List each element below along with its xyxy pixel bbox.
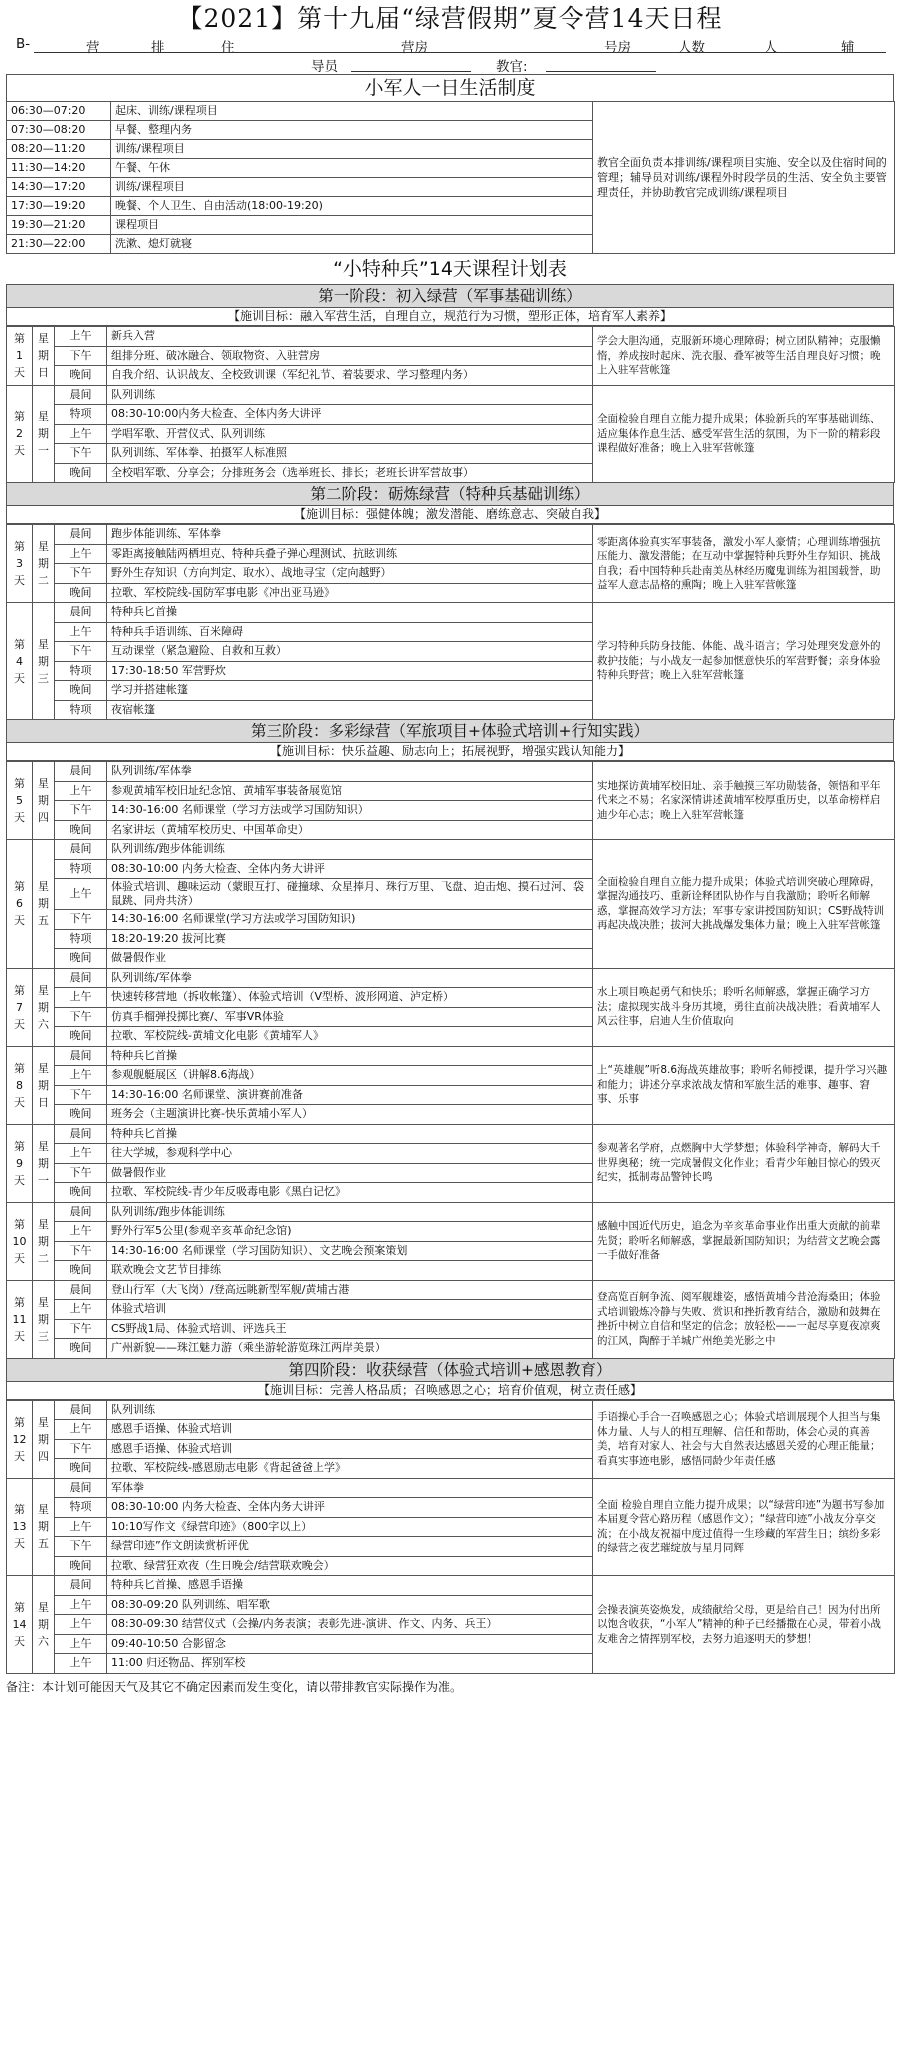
course-content: 学习并搭建帐篷 [107, 681, 593, 701]
time-slot: 晨间 [55, 525, 107, 545]
day-label [7, 603, 33, 720]
weekday-label [33, 1124, 55, 1202]
time-slot: 上午 [55, 1654, 107, 1674]
daily-time: 11:30—14:20 [7, 159, 111, 178]
course-content: 学唱军歌、开营仪式、队列训练 [107, 424, 593, 444]
time-slot: 上午 [55, 622, 107, 642]
time-slot: 特项 [55, 1498, 107, 1518]
day-goal-remark: 会操表演英姿焕发，成绩献给父母，更是给自己！因为付出所以饱含收获，“小军人”精神的种子已经播撒在心灵，带着小战友难舍之情挥别军校，去努力追逐明天的梦想！ [593, 1576, 895, 1674]
course-content: 联欢晚会文艺节目排练 [107, 1261, 593, 1281]
course-content: 队列训练 [107, 385, 593, 405]
course-row [7, 1400, 895, 1420]
course-content: 参观舰艇展区（讲解8.6海战） [107, 1066, 593, 1086]
time-slot: 晚间 [55, 949, 107, 969]
time-slot: 晨间 [55, 1046, 107, 1066]
day-goal-remark: 零距离体验真实军事装备，激发小军人豪情；心理训练增强抗压能力、激发潜能；在互动中掌握特种兵野外生存知识、挑战自我；看中国特种兵赴南美丛林经历魔鬼训练为祖国载誉，助益军人意志品格的熏陶；晚上入驻军营帐篷 [593, 525, 895, 603]
time-slot: 下午 [55, 1241, 107, 1261]
day-goal-remark: 学会大胆沟通，克服新环境心理障碍；树立团队精神；克服懒惰，养成按时起床、洗衣服、叠军被等生活自理良好习惯；晚上入驻军营帐篷 [593, 327, 895, 386]
day-label-text: 第14天 [12, 1600, 27, 1648]
header-haofang: 号房 [604, 40, 631, 56]
daily-item: 课程项目 [111, 216, 593, 235]
day-label [7, 1478, 33, 1576]
course-row [7, 1478, 895, 1498]
page-title: 【2021】第十九届“绿营假期”夏令营14天日程 [177, 4, 723, 33]
time-slot: 晚间 [55, 820, 107, 840]
day-label [7, 968, 33, 1046]
time-slot: 晨间 [55, 762, 107, 782]
time-slot: 特项 [55, 929, 107, 949]
time-slot: 上午 [55, 1634, 107, 1654]
daily-time: 06:30—07:20 [7, 102, 111, 121]
course-content: 体验式培训 [107, 1300, 593, 1320]
time-slot: 下午 [55, 1537, 107, 1557]
weekday-label-text: 星期五 [38, 1503, 49, 1551]
footnote: 备注：本计划可能因天气及其它不确定因素而发生变化，请以带排教官实际操作为准。 [6, 1679, 463, 1694]
time-slot: 晚间 [55, 1183, 107, 1203]
course-content: 军体拳 [107, 1478, 593, 1498]
time-slot: 下午 [55, 444, 107, 464]
day-label [7, 840, 33, 969]
course-row [7, 968, 895, 988]
day-label-text: 第4天 [14, 637, 25, 685]
day-label-text: 第7天 [14, 983, 25, 1031]
course-content: 绿营印迹”作文朗读赏析评优 [107, 1537, 593, 1557]
time-slot: 下午 [55, 910, 107, 930]
weekday-label [33, 327, 55, 386]
weekday-label [33, 1280, 55, 1358]
weekday-label [33, 968, 55, 1046]
day-label [7, 1202, 33, 1280]
course-content: 跑步体能训练、军体拳 [107, 525, 593, 545]
course-content: 野外行军5公里(参观辛亥革命纪念馆) [107, 1222, 593, 1242]
day-label-text: 第2天 [14, 410, 25, 458]
header-ying: 营 [86, 40, 100, 56]
daily-table [6, 101, 895, 254]
time-slot: 上午 [55, 1615, 107, 1635]
day-label-text: 第3天 [14, 540, 25, 587]
course-content: 14:30-16:00 名师课堂（学习国防知识）、文艺晚会预案策划 [107, 1241, 593, 1261]
weekday-label [33, 840, 55, 969]
course-row [7, 603, 895, 623]
time-slot: 特项 [55, 700, 107, 720]
day-goal-remark: 全面 检验自理自立能力提升成果；以“绿营印迹”为题书写参加本届夏令营心路历程（感恩作文）；“绿营印迹”小战友分享交流；在小战友祝福中度过值得一生珍藏的军营生日；缤纷多彩的绿营之夜艺璀绽放与星月同辉 [593, 1478, 895, 1576]
time-slot: 特项 [55, 661, 107, 681]
course-row [7, 840, 895, 860]
time-slot: 上午 [55, 424, 107, 444]
day-label-text: 第9天 [14, 1139, 25, 1187]
course-content: 野外生存知识（方向判定、取水）、战地寻宝（定向越野） [107, 564, 593, 584]
day-label [7, 1124, 33, 1202]
weekday-label-text: 星期日 [38, 332, 49, 380]
time-slot: 晨间 [55, 840, 107, 860]
header-fu: 辅 [841, 40, 855, 56]
day-goal-remark: 上“英雄舰”听8.6海战英雄故事；聆听名师授课，提升学习兴趣和能力；讲述分享求浓战友情和军旅生活的难事、趣事、窘事、乐事 [593, 1046, 895, 1124]
day-goal-remark: 感触中国近代历史，追念为辛亥革命事业作出重大贡献的前辈先贤；聆听名师解惑，掌握最新国防知识；为结营文艺晚会露一手做好准备 [593, 1202, 895, 1280]
weekday-label-text: 星期三 [38, 637, 49, 685]
time-slot: 上午 [55, 544, 107, 564]
time-slot: 下午 [55, 1319, 107, 1339]
header-pai: 排 [151, 40, 165, 56]
time-slot: 下午 [55, 1163, 107, 1183]
course-content: 队列训练、军体拳、拍摄军人标准照 [107, 444, 593, 464]
weekday-label [33, 1046, 55, 1124]
course-content: 做暑假作业 [107, 949, 593, 969]
time-slot: 上午 [55, 988, 107, 1008]
course-row [7, 525, 895, 545]
course-content: 仿真手榴弹投掷比赛/、军事VR体验 [107, 1007, 593, 1027]
day-goal-remark: 登高览百舸争流、阅军舰雄姿，感悟黄埔今昔沧海桑田；体验式培训锻炼冷静与失败、赏识和挫折教育结合，激励和鼓舞在挫折中树立自信和坚定的信念；放轻松——一起尽享夏夜凉爽的江风，陶醉于羊城广州绝美光影之中 [593, 1280, 895, 1358]
course-content: 10:10写作文《绿营印迹》（800字以上） [107, 1517, 593, 1537]
weekday-label [33, 762, 55, 840]
course-content: 队列训练/跑步体能训练 [107, 1202, 593, 1222]
stage-goal: 【施训目标：完善人格品质；召唤感恩之心；培育价值观，树立责任感】 [6, 1382, 894, 1400]
course-row [7, 385, 895, 405]
day-goal-remark: 水上项目唤起勇气和快乐；聆听名师解惑，掌握正确学习方法；虚拟现实战斗身历其境，勇往直前决战决胜；看黄埔军人风云往事，启迪人生价值取向 [593, 968, 895, 1046]
course-content: 拉歌、军校院线-黄埔文化电影《黄埔军人》 [107, 1027, 593, 1047]
stage-goal: 【施训目标：强健体魄；激发潜能、磨练意志、突破自我】 [6, 506, 894, 524]
daily-time: 17:30—19:20 [7, 197, 111, 216]
time-slot: 晨间 [55, 968, 107, 988]
daily-time: 07:30—08:20 [7, 121, 111, 140]
course-content: 特种兵匕首操 [107, 1124, 593, 1144]
course-row [7, 1202, 895, 1222]
time-slot: 上午 [55, 327, 107, 347]
course-content: 08:30-10:00 内务大检查、全体内务大讲评 [107, 1498, 593, 1518]
course-content: 队列训练 [107, 1400, 593, 1420]
header-zhu: 住 [221, 40, 235, 56]
day-label-text: 第5天 [14, 777, 25, 824]
time-slot: 晚间 [55, 1105, 107, 1125]
daily-time: 08:20—11:20 [7, 140, 111, 159]
day-label [7, 1046, 33, 1124]
stage-table [6, 524, 895, 720]
time-slot: 晨间 [55, 1124, 107, 1144]
course-content: 感恩手语操、体验式培训 [107, 1439, 593, 1459]
time-slot: 下午 [55, 564, 107, 584]
course-content: 互动课堂（紧急避险、自救和互救） [107, 642, 593, 662]
course-row [7, 327, 895, 347]
time-slot: 晚间 [55, 1261, 107, 1281]
course-content: 组排分班、破冰融合、领取物资、入驻营房 [107, 346, 593, 366]
stage-goal: 【施训目标：融入军营生活，自理自立，规范行为习惯，塑形正体，培育军人素养】 [6, 308, 894, 326]
time-slot: 晚间 [55, 1027, 107, 1047]
time-slot: 上午 [55, 1300, 107, 1320]
time-slot: 下午 [55, 642, 107, 662]
course-row [7, 1124, 895, 1144]
daily-item: 起床、训练/课程项目 [111, 102, 593, 121]
course-content: 新兵入营 [107, 327, 593, 347]
day-label [7, 1576, 33, 1674]
stage-table [6, 326, 895, 483]
time-slot: 晚间 [55, 366, 107, 386]
course-content: 参观黄埔军校旧址纪念馆、黄埔军事装备展览馆 [107, 781, 593, 801]
stage-goal: 【施训目标：快乐益趣、励志向上；拓展视野，增强实践认知能力】 [6, 743, 894, 761]
course-content: 11:00 归还物品、挥别军校 [107, 1654, 593, 1674]
weekday-label [33, 1202, 55, 1280]
time-slot: 上午 [55, 1420, 107, 1440]
course-content: 18:20-19:20 拔河比赛 [107, 929, 593, 949]
weekday-label-text: 星期日 [38, 1061, 49, 1109]
weekday-label-text: 星期一 [38, 1139, 49, 1187]
course-content: 做暑假作业 [107, 1163, 593, 1183]
time-slot: 晨间 [55, 1202, 107, 1222]
time-slot: 晨间 [55, 1400, 107, 1420]
time-slot: 上午 [55, 781, 107, 801]
day-label-text: 第6天 [14, 880, 25, 928]
daily-item: 早餐、整理内务 [111, 121, 593, 140]
plan-title: “小特种兵”14天课程计划表 [333, 258, 567, 280]
course-content: 特种兵匕首操 [107, 603, 593, 623]
day-goal-remark: 手语操心手合一召唤感恩之心；体验式培训展现个人担当与集体力量、人与人的相互理解、信任和帮助，体会心灵的真善美，培育对家人、社会与大自然表达感恩关爱的心理正能量；看真实事迹电影，感悟同龄少年责任感 [593, 1400, 895, 1478]
course-content: 快速转移营地（拆收帐篷）、体验式培训（V型桥、波形网道、泸定桥） [107, 988, 593, 1008]
time-slot: 晨间 [55, 385, 107, 405]
weekday-label-text: 星期三 [38, 1295, 49, 1343]
stage-title: 第一阶段：初入绿营（军事基础训练） [6, 284, 894, 308]
time-slot: 晚间 [55, 1556, 107, 1576]
course-content: 广州新貌——珠江魅力游（乘坐游轮游览珠江两岸美景） [107, 1339, 593, 1359]
time-slot: 下午 [55, 1439, 107, 1459]
time-slot: 上午 [55, 1595, 107, 1615]
weekday-label-text: 星期二 [38, 1217, 49, 1265]
stage-table [6, 1400, 895, 1674]
time-slot: 下午 [55, 346, 107, 366]
course-content: 08:30-09:30 结营仪式（会操/内务表演；表彰先进-演讲、作文、内务、兵王） [107, 1615, 593, 1635]
day-label-text: 第8天 [14, 1061, 25, 1109]
time-slot: 上午 [55, 1517, 107, 1537]
weekday-label [33, 1576, 55, 1674]
time-slot: 晚间 [55, 583, 107, 603]
weekday-label-text: 星期四 [38, 777, 49, 824]
course-content: 14:30-16:00 名师课堂(学习方法或学习国防知识) [107, 910, 593, 930]
stage-table [6, 761, 895, 1359]
stage-title: 第三阶段：多彩绿营（军旅项目+体验式培训+行知实践） [6, 720, 894, 743]
weekday-label-text: 星期二 [38, 540, 49, 587]
daily-row [7, 102, 895, 121]
day-goal-remark: 全面检验自理自立能力提升成果；体验式培训突破心理障碍，掌握沟通技巧、重新诠释团队协作与自我激励；聆听名师解惑，掌握高效学习方法；军事专家讲授国防知识；CS野战特训再起决战决胜；拔河大挑战爆发集体力量；晚上入驻军营帐篷 [593, 840, 895, 969]
header-ren: 人 [764, 40, 778, 56]
daily-item: 洗漱、熄灯就寝 [111, 235, 593, 254]
course-content: 17:30-18:50 军营野炊 [107, 661, 593, 681]
time-slot: 特项 [55, 405, 107, 425]
day-goal-remark: 实地探访黄埔军校旧址、亲手触摸三军功勋装备，领悟和平年代来之不易；名家深情讲述黄埔军校厚重历史，以革命榜样启迪少年心志；晚上入驻军营帐篷 [593, 762, 895, 840]
day-label-text: 第13天 [12, 1503, 27, 1551]
stages-container [6, 284, 894, 1674]
time-slot: 晚间 [55, 681, 107, 701]
daily-item: 午餐、午休 [111, 159, 593, 178]
course-content: 08:30-09:20 队列训练、唱军歌 [107, 1595, 593, 1615]
course-content: 08:30-10:00 内务大检查、全体内务大讲评 [107, 859, 593, 879]
day-goal-remark: 全面检验自理自立能力提升成果；体验新兵的军事基础训练、适应集体作息生活、感受军营生活的氛围，为下一阶的精彩段课程做好准备；晚上入驻军营帐篷 [593, 385, 895, 483]
course-content: 特种兵匕首操、感恩手语操 [107, 1576, 593, 1596]
course-content: 队列训练/军体拳 [107, 762, 593, 782]
course-row [7, 1576, 895, 1596]
time-slot: 晚间 [55, 463, 107, 483]
weekday-label-text: 星期五 [38, 880, 49, 928]
course-content: 往大学城，参观科学中心 [107, 1144, 593, 1164]
course-content: 班务会（主题演讲比赛-快乐黄埔小军人） [107, 1105, 593, 1125]
time-slot: 下午 [55, 1085, 107, 1105]
course-row [7, 1280, 895, 1300]
weekday-label [33, 385, 55, 483]
info-header [6, 34, 894, 74]
daily-title: 小军人一日生活制度 [6, 74, 894, 101]
daily-remark: 教官全面负责本排训练/课程项目实施、安全以及住宿时间的管理；辅导员对训练/课程外时段学员的生活、安全负主要管理责任，并协助教官完成训练/课程项目 [593, 102, 895, 254]
time-slot: 下午 [55, 1007, 107, 1027]
time-slot: 下午 [55, 801, 107, 821]
day-label-text: 第11天 [12, 1295, 27, 1343]
header-yingfang: 营房 [401, 40, 428, 56]
course-content: 自我介绍、认识战友、全校致训课（军纪礼节、着装要求、学习整理内务） [107, 366, 593, 386]
time-slot: 上午 [55, 1144, 107, 1164]
day-label-text: 第1天 [14, 332, 25, 380]
weekday-label [33, 603, 55, 720]
course-content: 体验式培训、趣味运动（蒙眼互打、碰撞球、众星捧月、珠行万里、飞盘、迫击炮、摸石过河、袋鼠跳、同舟共济） [107, 879, 593, 910]
weekday-label [33, 525, 55, 603]
time-slot: 上午 [55, 879, 107, 910]
weekday-label-text: 星期六 [38, 983, 49, 1031]
day-label [7, 327, 33, 386]
daily-item: 训练/课程项目 [111, 140, 593, 159]
daily-time: 14:30—17:20 [7, 178, 111, 197]
weekday-label-text: 星期一 [38, 410, 49, 458]
course-content: CS野战1局、体验式培训、评选兵王 [107, 1319, 593, 1339]
course-content: 全校唱军歌、分享会；分排班务会（选举班长、排长；老班长讲军营故事） [107, 463, 593, 483]
daily-time: 21:30—22:00 [7, 235, 111, 254]
course-content: 09:40-10:50 合影留念 [107, 1634, 593, 1654]
day-label [7, 762, 33, 840]
day-goal-remark: 学习特种兵防身技能、体能、战斗语言；学习处理突发意外的救护技能；与小战友一起参加惬意快乐的军营野餐；亲身体验特种兵野营；晚上入驻军营帐篷 [593, 603, 895, 720]
weekday-label-text: 星期六 [38, 1600, 49, 1648]
time-slot: 上午 [55, 1222, 107, 1242]
course-content: 名家讲坛（黄埔军校历史、中国革命史） [107, 820, 593, 840]
course-content: 登山行军（大飞岗）/登高远眺新型军舰/黄埔古港 [107, 1280, 593, 1300]
course-content: 08:30-10:00内务大检查、全体内务大讲评 [107, 405, 593, 425]
course-content: 14:30-16:00 名师课堂（学习方法或学习国防知识） [107, 801, 593, 821]
course-content: 拉歌、军校院线-青少年反吸毒电影《黑白记忆》 [107, 1183, 593, 1203]
weekday-label [33, 1400, 55, 1478]
course-content: 14:30-16:00 名师课堂、演讲赛前准备 [107, 1085, 593, 1105]
day-label [7, 1400, 33, 1478]
time-slot: 晨间 [55, 603, 107, 623]
day-label-text: 第10天 [12, 1217, 27, 1265]
daily-item: 训练/课程项目 [111, 178, 593, 197]
day-label-text: 第12天 [12, 1415, 27, 1463]
time-slot: 特项 [55, 859, 107, 879]
course-content: 感恩手语操、体验式培训 [107, 1420, 593, 1440]
weekday-label-text: 星期四 [38, 1415, 49, 1463]
time-slot: 晨间 [55, 1576, 107, 1596]
course-content: 拉歌、绿营狂欢夜（生日晚会/结营联欢晚会） [107, 1556, 593, 1576]
daily-time: 19:30—21:20 [7, 216, 111, 235]
time-slot: 晨间 [55, 1478, 107, 1498]
course-content: 拉歌、军校院线-感恩励志电影《背起爸爸上学》 [107, 1459, 593, 1479]
course-content: 特种兵匕首操 [107, 1046, 593, 1066]
day-label [7, 525, 33, 603]
time-slot: 上午 [55, 1066, 107, 1086]
course-content: 零距离接触陆两栖坦克、特种兵叠子弹心理测试、抗眩训练 [107, 544, 593, 564]
time-slot: 晚间 [55, 1339, 107, 1359]
time-slot: 晨间 [55, 1280, 107, 1300]
course-content: 夜宿帐篷 [107, 700, 593, 720]
weekday-label [33, 1478, 55, 1576]
course-row [7, 762, 895, 782]
course-row [7, 1046, 895, 1066]
header-renshu: 人数 [678, 40, 705, 56]
day-label [7, 1280, 33, 1358]
day-label [7, 385, 33, 483]
header-jiaoguan: 教官: [496, 59, 528, 75]
stage-title: 第二阶段：砺炼绿营（特种兵基础训练） [6, 483, 894, 506]
day-goal-remark: 参观著名学府，点燃胸中大学梦想；体验科学神奇，解码大千世界奥秘；统一完成暑假文化作业；看青少年触目惊心的毁灭纪实，抵制毒品警钟长鸣 [593, 1124, 895, 1202]
header-b: B- [16, 36, 31, 52]
course-content: 特种兵手语训练、百米障碍 [107, 622, 593, 642]
course-content: 拉歌、军校院线-国防军事电影《冲出亚马逊》 [107, 583, 593, 603]
time-slot: 晚间 [55, 1459, 107, 1479]
course-content: 队列训练/军体拳 [107, 968, 593, 988]
stage-title: 第四阶段：收获绿营（体验式培训+感恩教育） [6, 1359, 894, 1382]
course-content: 队列训练/跑步体能训练 [107, 840, 593, 860]
daily-item: 晚餐、个人卫生、自由活动(18:00-19:20) [111, 197, 593, 216]
header-daoyuan: 导员 [311, 59, 338, 75]
schedule-page [6, 4, 894, 1695]
